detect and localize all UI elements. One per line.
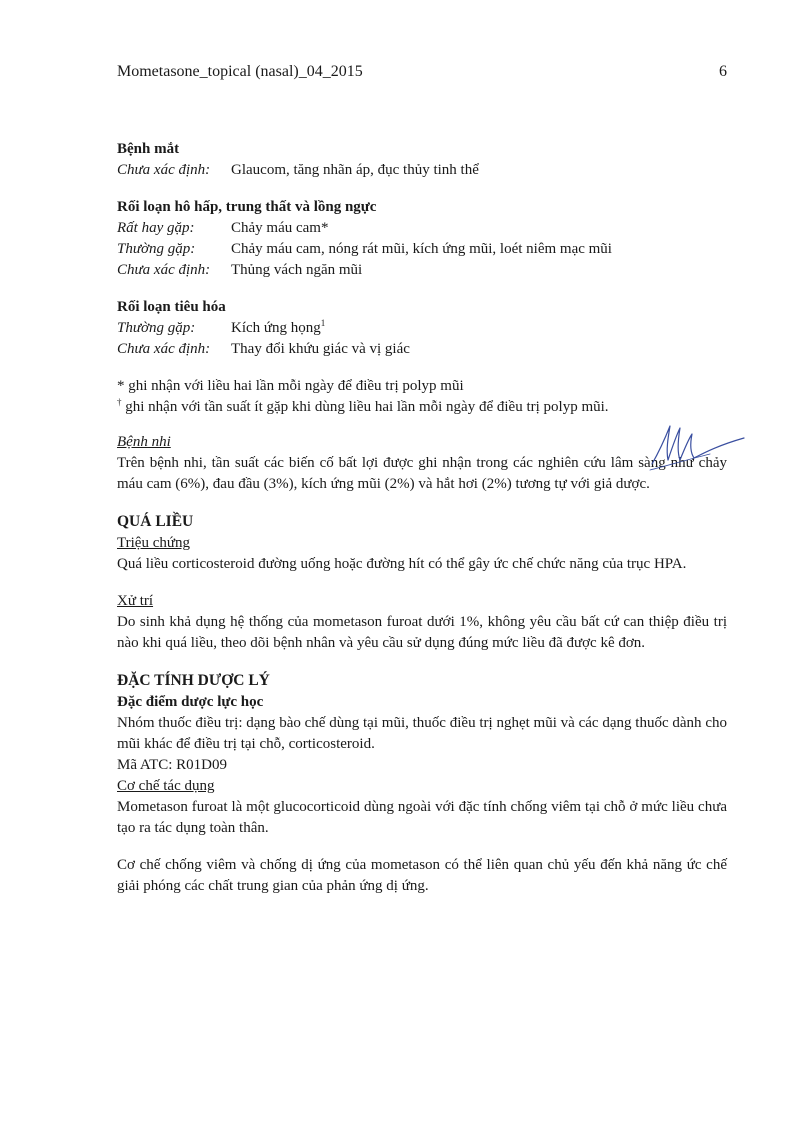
page-number: 6 bbox=[719, 63, 727, 80]
adverse-effect-row bbox=[117, 260, 727, 281]
effect-description: Thủng vách ngăn mũi bbox=[231, 262, 363, 278]
overdose-section bbox=[117, 511, 727, 654]
pharmacodynamics-heading: Đặc điểm dược lực học bbox=[117, 694, 264, 710]
eye-disorders-section bbox=[117, 139, 727, 181]
treatment-text: Do sinh khả dụng hệ thống của mometason furoat dưới 1%, không yêu cầu bất cứ can thiệp điều trị nào khi quá liều, theo dõi bệnh nhân và yêu cầu sử dụng đúng mức liều đã được kê đơn. bbox=[117, 614, 727, 651]
digestive-disorders-heading: Rối loạn tiêu hóa bbox=[117, 299, 226, 315]
frequency-label: Chưa xác định: bbox=[117, 162, 211, 178]
pharmacology-section bbox=[117, 670, 727, 897]
signature-mark bbox=[646, 420, 746, 476]
respiratory-disorders-heading: Rối loạn hô hấp, trung thất và lồng ngực bbox=[117, 199, 377, 215]
overdose-heading: QUÁ LIỀU bbox=[117, 513, 194, 530]
document-id: Mometasone_topical (nasal)_04_2015 bbox=[117, 63, 363, 80]
effect-description: Chảy máu cam* bbox=[231, 220, 329, 236]
adverse-effect-row bbox=[117, 339, 727, 360]
frequency-label: Chưa xác định: bbox=[117, 341, 211, 357]
document-body bbox=[117, 139, 727, 897]
effect-description bbox=[231, 318, 727, 339]
mechanism-heading: Cơ chế tác dụng bbox=[117, 778, 215, 794]
atc-code: Mã ATC: R01D09 bbox=[117, 757, 228, 773]
footnote-star: * ghi nhận với liều hai lần mỗi ngày để điều trị polyp mũi bbox=[117, 378, 464, 394]
frequency-label: Thường gặp: bbox=[117, 241, 196, 257]
therapeutic-group-text: Nhóm thuốc điều trị: dạng bào chế dùng tại mũi, thuốc điều trị nghẹt mũi và các dạng thuốc dành cho mũi khác để điều trị tại chỗ, corticosteroid. bbox=[117, 715, 727, 752]
frequency-label: Thường gặp: bbox=[117, 320, 196, 336]
treatment-heading: Xử trí bbox=[117, 593, 154, 609]
symptoms-heading: Triệu chứng bbox=[117, 535, 190, 551]
symptoms-text: Quá liều corticosteroid đường uống hoặc đường hít có thể gây ức chế chức năng của trục HPA. bbox=[117, 556, 687, 572]
pharmacology-heading: ĐẶC TÍNH DƯỢC LÝ bbox=[117, 672, 270, 689]
respiratory-disorders-section bbox=[117, 197, 727, 281]
footnote-dagger bbox=[117, 397, 727, 418]
footnote-marker: 1 bbox=[320, 318, 326, 328]
adverse-effect-row bbox=[117, 218, 727, 239]
adverse-effect-row bbox=[117, 160, 727, 181]
frequency-label: Chưa xác định: bbox=[117, 262, 211, 278]
footnote-dagger-text: ghi nhận với tần suất ít gặp khi dùng liều hai lần mỗi ngày để điều trị polyp mũi. bbox=[121, 399, 609, 415]
dagger-mark: † bbox=[117, 397, 122, 407]
effect-description: Chảy máu cam, nóng rát mũi, kích ứng mũi, loét niêm mạc mũi bbox=[231, 241, 612, 257]
adverse-effect-row bbox=[117, 239, 727, 260]
pediatric-heading: Bệnh nhi bbox=[117, 434, 171, 450]
effect-text: Kích ứng họng bbox=[231, 320, 321, 336]
effect-description: Thay đổi khứu giác và vị giác bbox=[231, 341, 410, 357]
adverse-effect-row bbox=[117, 318, 727, 339]
effect-description: Glaucom, tăng nhãn áp, đục thủy tinh thể bbox=[231, 162, 479, 178]
frequency-label: Rất hay gặp: bbox=[117, 220, 195, 236]
mechanism-text-1: Mometason furoat là một glucocorticoid dùng ngoài với đặc tính chống viêm tại chỗ ở mức liều chưa tạo ra tác dụng toàn thân. bbox=[117, 799, 727, 836]
eye-disorders-heading: Bệnh mắt bbox=[117, 141, 180, 157]
footnotes bbox=[117, 376, 727, 418]
pediatric-section bbox=[117, 432, 727, 495]
pediatric-text: Trên bệnh nhi, tần suất các biến cố bất lợi được ghi nhận trong các nghiên cứu lâm sàng như chảy máu cam (6%), đau đầu (3%), kích ứng mũi (2%) và hắt hơi (2%) tương tự với giả dược. bbox=[117, 455, 727, 492]
digestive-disorders-section bbox=[117, 297, 727, 360]
mechanism-text-2: Cơ chế chống viêm và chống dị ứng của mometason có thể liên quan chủ yếu đến khả năng ức chế giải phóng các chất trung gian của phản ứng dị ứng. bbox=[117, 857, 727, 894]
